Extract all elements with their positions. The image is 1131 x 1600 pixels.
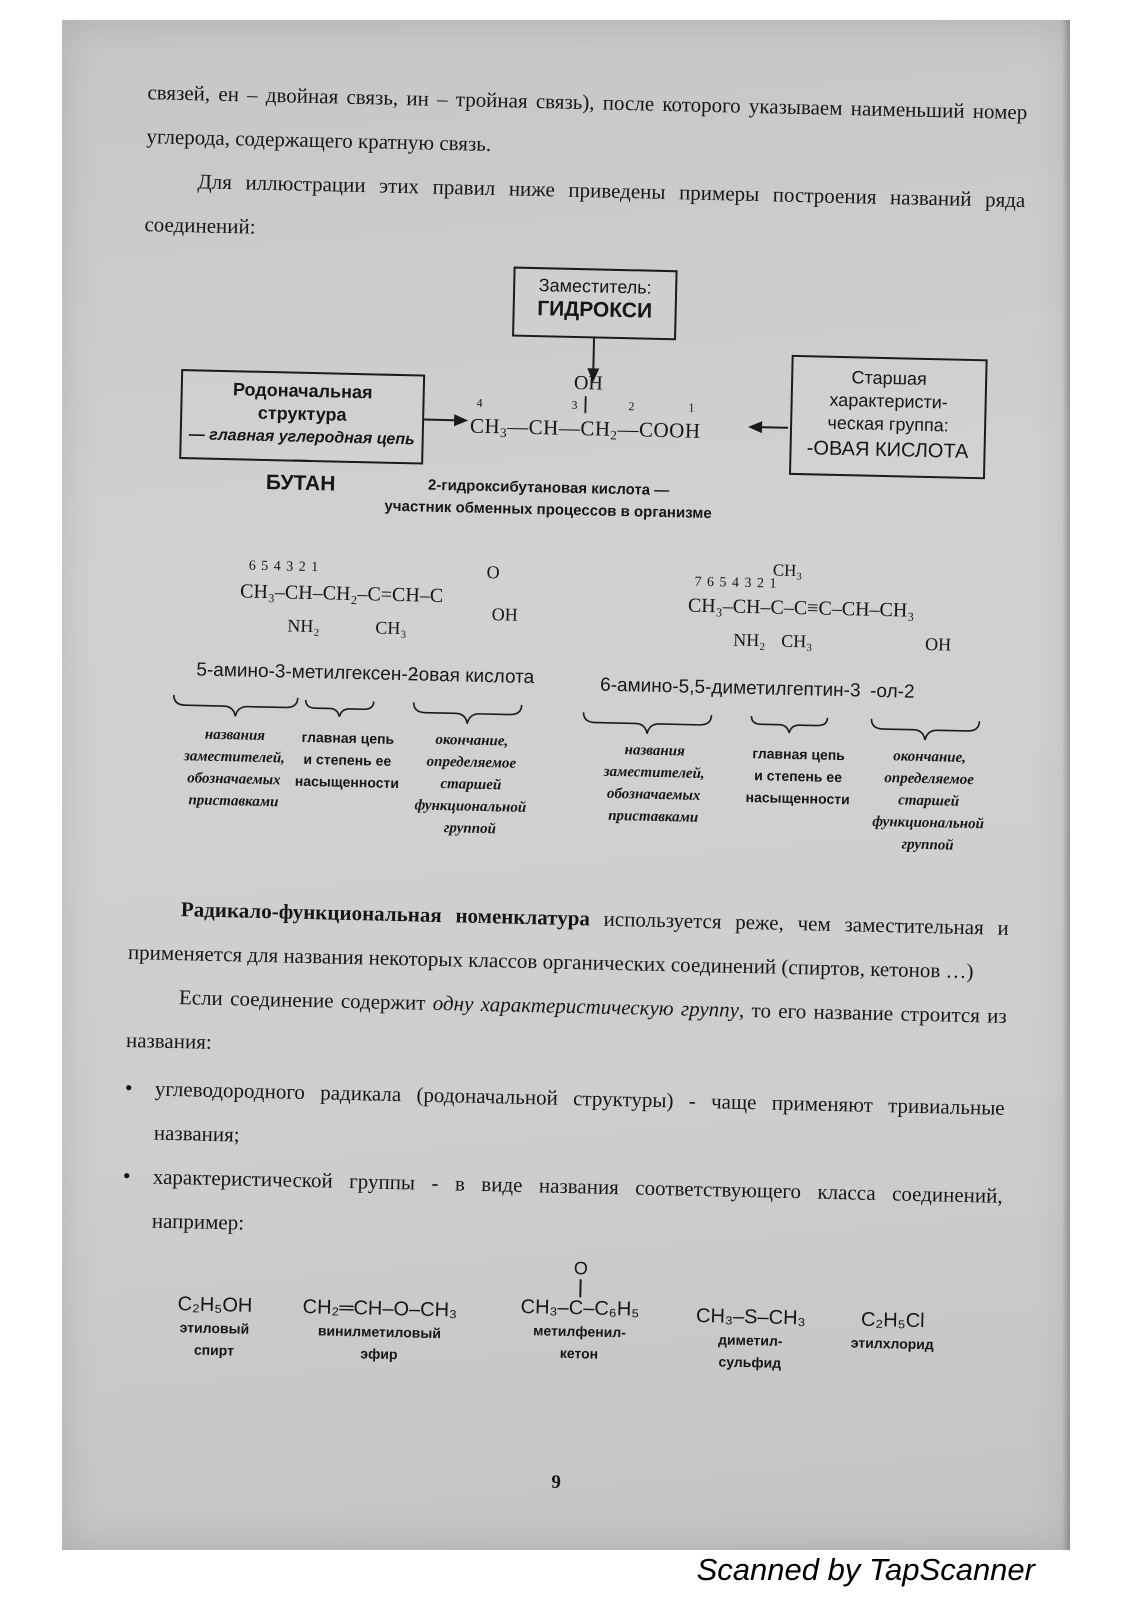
compound-dimethyl-sulfide (675, 1304, 826, 1374)
substituent-name: ГИДРОКСИ (537, 297, 653, 323)
example1-name-ending: -овая кислота (412, 664, 535, 689)
example1-note-2 (292, 726, 403, 794)
example2-note-1 (587, 738, 721, 829)
brace-ex2-c (871, 719, 979, 741)
example1-note-1 (167, 723, 301, 814)
note-line: окончание, (893, 748, 967, 766)
radical-rest: используется реже, чем заместительная и применяется для названия некоторых классов органических соединений (спиртов, кетонов …) (127, 906, 1010, 984)
note-line: определяемое (884, 770, 975, 789)
senior-name: -ОВАЯ КИСЛОТА (806, 437, 969, 463)
compound-name-1: метилфенил- (532, 1322, 627, 1341)
nomenclature-scheme (137, 250, 1023, 560)
book-page (62, 20, 1070, 1550)
note-line: определяемое (426, 753, 517, 772)
example2-oh: OH (924, 633, 952, 655)
if-part-2: , то его название строится из названия: (125, 997, 1008, 1054)
example1-note-3 (405, 728, 537, 841)
example2-name-main: 6-амино-5,5-диметилгептин-3 (599, 674, 861, 702)
example2-ch3-top: CH₃ (772, 560, 803, 581)
note-line: главная цепь (301, 728, 395, 747)
scanner-watermark: Scanned by TapScanner (696, 1552, 1035, 1587)
compound-name-2: эфир (360, 1345, 398, 1363)
page-number: 9 (551, 1471, 562, 1493)
compound-methyl-phenyl-ketone (499, 1257, 661, 1367)
note-line: функциональной (414, 797, 527, 816)
example2-ch3: CH₃ (780, 630, 813, 652)
parent-label: Родоначальная структура (232, 379, 373, 425)
note-line: и степень ее (303, 750, 392, 769)
scheme-num-4: 4 (476, 395, 483, 410)
brace-ex1-c (413, 702, 521, 724)
compound-formula: C₂H₅OH (177, 1293, 253, 1317)
example1-numbers: 6 5 4 3 2 1 (248, 558, 320, 576)
parent-sub: — главная углеродная цепь — (188, 426, 415, 469)
example2-note-3 (862, 745, 994, 858)
example2-name-ending: -ол-2 (869, 680, 915, 703)
compound-name-1: винилметиловый (317, 1322, 442, 1342)
brace-ex2-b (751, 716, 827, 734)
compound-formula: CH₂═CH–O–CH₃ (302, 1296, 458, 1322)
bullet-item-radical: • углеводородного радикала (родоначальной структуры) - чаще применяют тривиальные названия; (123, 1066, 1005, 1174)
example2-chain: CH₃–CH–C–C≡C–CH–CH₃ (687, 594, 915, 622)
senior-label-1: Старшая (851, 367, 928, 389)
compound-vinyl-methyl-ether (279, 1296, 480, 1368)
scheme-num-3: 3 (571, 397, 578, 413)
page-edge-shadow (1062, 20, 1070, 1550)
compound-name-1: диметил- (717, 1331, 783, 1349)
paragraph-top-1: связей, ен – двойная связь, ин – тройная связь), после которого указываем наименьший номер углерода, содержащего кратную связь. (146, 80, 1028, 156)
compound-name-2: кетон (559, 1344, 599, 1362)
compound-name-2: сульфид (718, 1353, 782, 1371)
note-line: обозначаемых (606, 785, 701, 804)
note-line: названия (204, 726, 266, 745)
note-line: группой (901, 836, 954, 854)
example1-chain: CH₃–CH–CH₂–C=CH–C (239, 580, 444, 608)
note-line: главная цепь (752, 745, 846, 764)
note-line: группой (443, 820, 497, 838)
compound-name-1: этилхлорид (850, 1334, 934, 1353)
compound-top-atom: O (573, 1258, 589, 1279)
scheme-num-2: 2 (628, 399, 635, 414)
note-line: старшей (898, 792, 960, 810)
example1-nh2: NH₂ (287, 615, 320, 637)
compound-examples (118, 1248, 1001, 1418)
note-line: названия (624, 742, 685, 760)
note-line: старшей (440, 776, 502, 794)
example1-ch3: CH₃ (375, 617, 407, 639)
scheme-caption-2: участник обменных процессов в организме (384, 497, 712, 523)
note-line: приставками (188, 792, 279, 811)
bullet-item-group: • характеристической группы - в виде названия соответствующего класса соединений, например: (121, 1154, 1003, 1262)
senior-label-3: ческая группа: (827, 412, 950, 436)
compound-ethyl-chloride (837, 1308, 948, 1355)
example2-note-2 (741, 742, 854, 811)
paragraph-if-one-group (125, 974, 1007, 1082)
note-line: насыщенности (294, 772, 400, 792)
note-line: и степень ее (754, 767, 843, 786)
scheme-num-1: 1 (688, 400, 695, 415)
note-line: насыщенности (745, 788, 850, 808)
note-line: окончание, (435, 731, 509, 750)
note-line: заместителей, (183, 748, 286, 767)
parent-name: БУТАН (265, 470, 336, 496)
paragraph-top-2: Для иллюстрации этих правил ниже приведены примеры построения названий ряда соединений: (144, 169, 1026, 239)
if-part-1: Если соединение содержит (178, 985, 434, 1015)
compound-formula: C₂H₅Cl (860, 1308, 925, 1333)
example2-nh2: NH₂ (732, 629, 766, 651)
scheme-caption-1: 2-гидроксибутановая кислота — (427, 476, 670, 500)
note-line: приставками (607, 807, 699, 826)
butanoic-formula: $CH_3—CH—CH_2—COOH$ (469, 413, 701, 443)
naming-examples (129, 546, 1016, 906)
substituent-box (512, 267, 678, 341)
compound-formula: CH₃–C–C₆H₅ (520, 1295, 640, 1321)
radical-term: Радикало-функциональная номенклатура (180, 897, 591, 931)
compound-ethanol (159, 1293, 270, 1362)
note-line: обозначаемых (187, 770, 281, 789)
example1-name-main: 5-амино-3-метилгексен-2 (196, 659, 419, 686)
compound-name-2: спирт (193, 1341, 235, 1359)
compound-formula: CH₃–S–CH₃ (695, 1304, 806, 1330)
compound-name-1: этиловый (179, 1319, 250, 1337)
example1-oh: OH (491, 604, 518, 625)
if-italic: одну характеристическую группу (432, 990, 740, 1022)
bullet-list (121, 1066, 1005, 1262)
brace-ex2-a (583, 712, 711, 735)
substituent-label: Заместитель: (538, 275, 652, 298)
example1-o: O (486, 562, 500, 583)
parent-structure-box (179, 369, 425, 496)
example2-numbers: 7 6 5 4 3 2 1 (694, 574, 778, 592)
senior-group-box (789, 355, 988, 479)
scheme-oh: OH (573, 371, 604, 395)
double-bond-line (579, 1279, 581, 1297)
senior-label-2: характеристи- (829, 389, 949, 413)
brace-ex1-a (173, 695, 297, 718)
note-line: функциональной (872, 813, 985, 833)
note-line: заместителей, (603, 763, 705, 783)
page-content (118, 70, 1028, 1493)
brace-ex1-b (305, 700, 373, 718)
